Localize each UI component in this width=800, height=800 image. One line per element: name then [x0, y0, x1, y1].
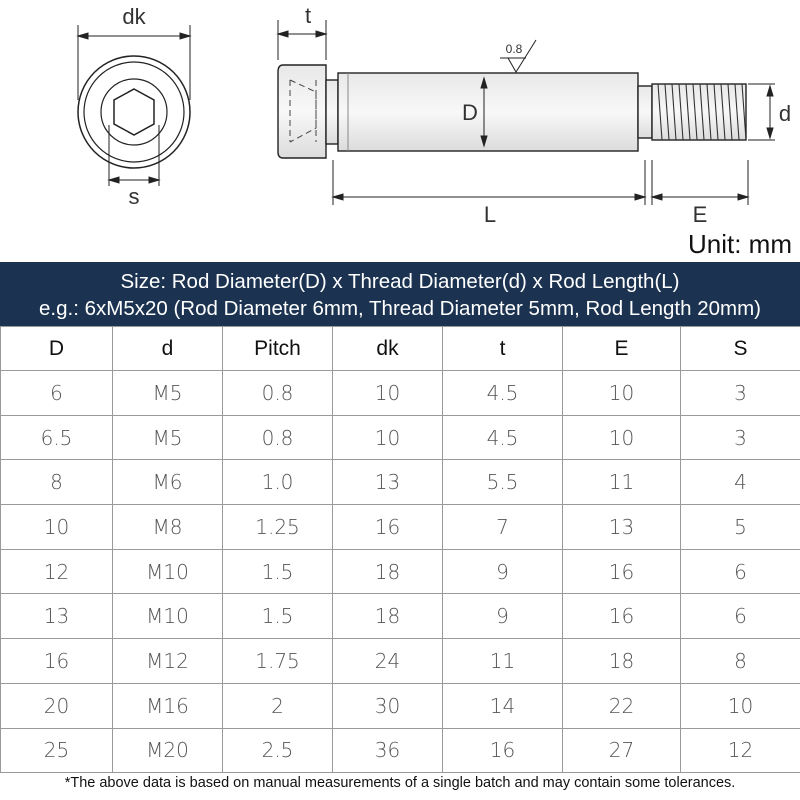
table-cell: 10	[1, 505, 113, 550]
column-header: E	[563, 327, 681, 371]
table-cell: 2	[223, 683, 333, 728]
table-cell: 13	[1, 594, 113, 639]
banner-line-1: Size: Rod Diameter(D) x Thread Diameter(d) x Rod Length(L)	[120, 270, 680, 293]
table-cell: 1.5	[223, 549, 333, 594]
table-cell: 16	[333, 505, 443, 550]
table-cell: 3	[681, 415, 800, 460]
table-cell: 25	[1, 728, 113, 773]
table-row	[1, 371, 800, 416]
table-cell: 13	[563, 505, 681, 550]
roughness-label: 0.8	[505, 42, 523, 56]
table-cell: 3	[681, 371, 800, 416]
table-cell: M6	[113, 460, 223, 505]
table-cell: 10	[333, 415, 443, 460]
table-cell: 12	[1, 549, 113, 594]
table-cell: 27	[563, 728, 681, 773]
table-cell: 8	[1, 460, 113, 505]
table-cell: 4	[681, 460, 800, 505]
table-cell: 10	[681, 683, 800, 728]
thread-length-label: E	[692, 202, 708, 227]
table-cell: 1.5	[223, 594, 333, 639]
spec-table	[0, 326, 800, 773]
table-row	[1, 549, 800, 594]
table-cell: 9	[443, 549, 563, 594]
table-cell: 20	[1, 683, 113, 728]
hex-socket-icon	[114, 89, 154, 135]
table-cell: 1.25	[223, 505, 333, 550]
table-cell: 6	[681, 594, 800, 639]
table-cell: 16	[563, 594, 681, 639]
table-cell: 10	[563, 415, 681, 460]
table-cell: M5	[113, 371, 223, 416]
t-label: t	[304, 3, 312, 28]
table-cell: 7	[443, 505, 563, 550]
table-cell: 6	[1, 371, 113, 416]
table-cell: 16	[443, 728, 563, 773]
table-cell: 11	[443, 639, 563, 684]
table-cell: 10	[563, 371, 681, 416]
table-cell: M8	[113, 505, 223, 550]
table-cell: 10	[333, 371, 443, 416]
bolt-side-view	[278, 65, 746, 158]
table-row	[1, 728, 800, 773]
table-cell: 1.75	[223, 639, 333, 684]
column-header: S	[681, 327, 800, 371]
table-header-row	[1, 327, 800, 371]
s-label: s	[128, 184, 140, 209]
table-cell: 6	[681, 549, 800, 594]
size-banner	[0, 262, 800, 326]
table-cell: 1.0	[223, 460, 333, 505]
thread-diameter-label: d	[778, 101, 792, 126]
shoulder-bolt-diagram	[0, 0, 800, 262]
banner-line-2: e.g.: 6xM5x20 (Rod Diameter 6mm, Thread Diameter 5mm, Rod Length 20mm)	[39, 297, 761, 320]
table-cell: M5	[113, 415, 223, 460]
table-cell: 36	[333, 728, 443, 773]
table-cell: 5	[681, 505, 800, 550]
table-cell: 12	[681, 728, 800, 773]
table-cell: M10	[113, 594, 223, 639]
column-header: t	[443, 327, 563, 371]
dk-label: dk	[122, 4, 146, 29]
column-header: dk	[333, 327, 443, 371]
table-cell: M10	[113, 549, 223, 594]
table-cell: 9	[443, 594, 563, 639]
table-cell: 30	[333, 683, 443, 728]
table-cell: 24	[333, 639, 443, 684]
table-cell: 11	[563, 460, 681, 505]
table-row	[1, 639, 800, 684]
length-label: L	[483, 202, 497, 227]
table-row	[1, 505, 800, 550]
column-header: Pitch	[223, 327, 333, 371]
table-cell: 16	[1, 639, 113, 684]
table-cell: M12	[113, 639, 223, 684]
table-cell: M16	[113, 683, 223, 728]
column-header: d	[113, 327, 223, 371]
table-cell: 0.8	[223, 415, 333, 460]
table-cell: 4.5	[443, 371, 563, 416]
unit-label: Unit: mm	[688, 229, 792, 259]
table-cell: 4.5	[443, 415, 563, 460]
table-cell: 0.8	[223, 371, 333, 416]
column-header: D	[1, 327, 113, 371]
table-row	[1, 594, 800, 639]
table-cell: 6.5	[1, 415, 113, 460]
table-cell: 22	[563, 683, 681, 728]
table-cell: 8	[681, 639, 800, 684]
tolerance-note: *The above data is based on manual measurements of a single batch and may contain some tolerances.	[64, 775, 736, 791]
table-cell: 14	[443, 683, 563, 728]
table-cell: 18	[563, 639, 681, 684]
rod-diameter-label: D	[462, 100, 478, 125]
table-row	[1, 460, 800, 505]
head-top-view	[78, 25, 190, 186]
table-cell: 18	[333, 549, 443, 594]
table-cell: 5.5	[443, 460, 563, 505]
table-cell: 16	[563, 549, 681, 594]
table-row	[1, 415, 800, 460]
table-row	[1, 683, 800, 728]
table-cell: 18	[333, 594, 443, 639]
table-cell: M20	[113, 728, 223, 773]
table-cell: 2.5	[223, 728, 333, 773]
table-cell: 13	[333, 460, 443, 505]
